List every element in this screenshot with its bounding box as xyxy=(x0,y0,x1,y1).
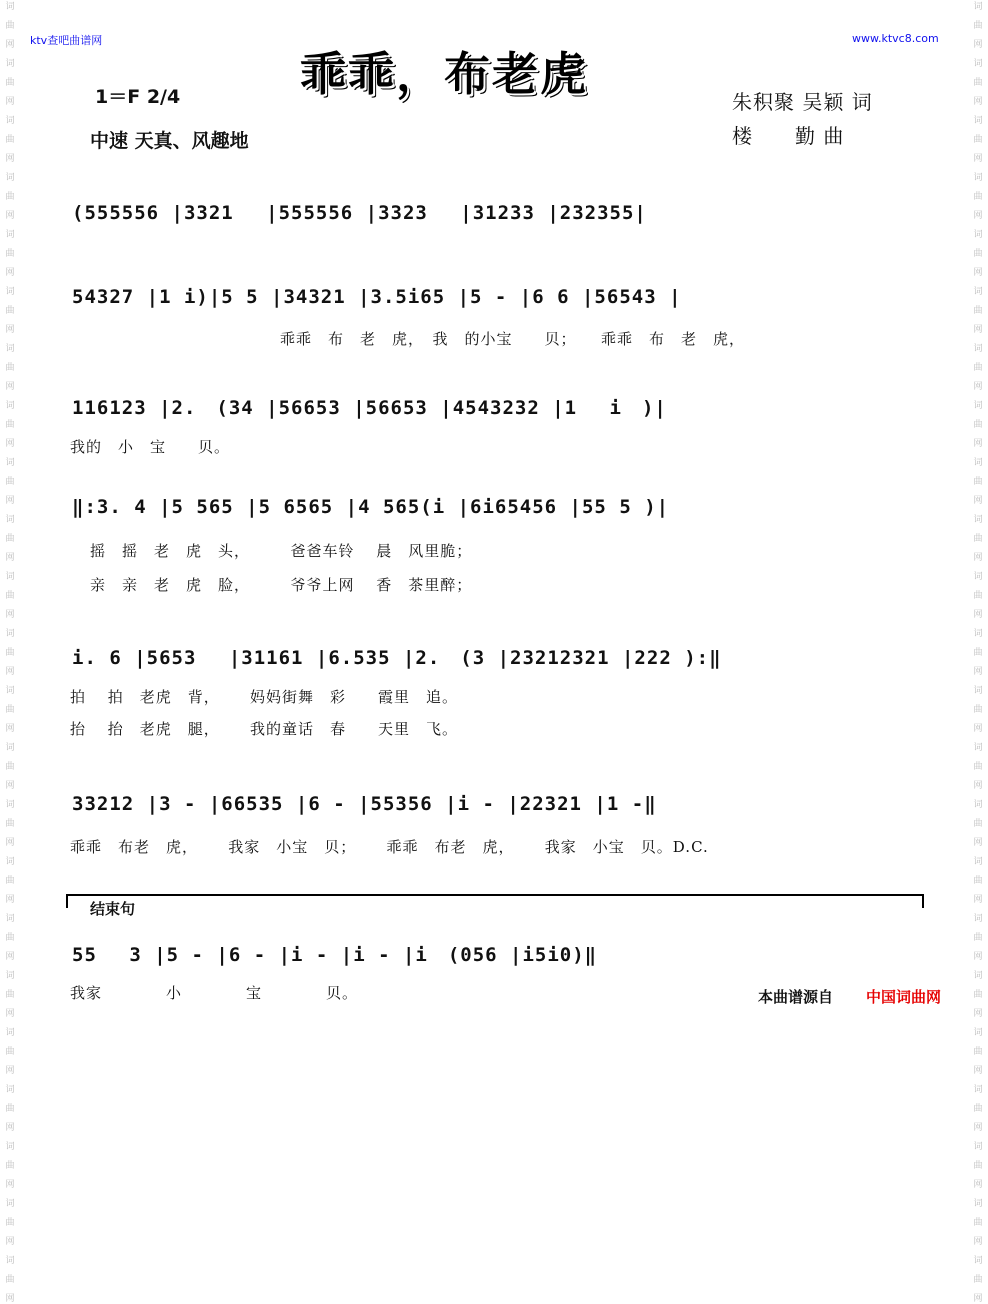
watermark-glyph: 网 xyxy=(973,268,983,278)
watermark-glyph: 曲 xyxy=(973,591,983,601)
watermark-glyph: 词 xyxy=(973,2,983,12)
watermark-glyph: 曲 xyxy=(5,192,15,202)
watermark-glyph: 网 xyxy=(5,724,15,734)
watermark-glyph: 网 xyxy=(973,1180,983,1190)
lyric-row-4-verse-2: 亲 亲 老 虎 脸， 爷爷上网 香 茶里醉； xyxy=(90,576,473,594)
lyricist-credit: 朱积聚 吴颖 词 xyxy=(732,90,873,114)
watermark-glyph: 曲 xyxy=(5,762,15,772)
watermark-glyph: 曲 xyxy=(5,1047,15,1057)
lyric-row-3: 我的 小 宝 贝。 xyxy=(70,438,231,456)
watermark-glyph: 曲 xyxy=(973,1275,983,1285)
watermark-glyph: 词 xyxy=(973,1028,983,1038)
watermark-glyph: 网 xyxy=(973,1066,983,1076)
watermark-glyph: 词 xyxy=(973,173,983,183)
watermark-glyph: 词 xyxy=(5,401,15,411)
watermark-glyph: 词 xyxy=(5,230,15,240)
watermark-glyph: 曲 xyxy=(5,1275,15,1285)
watermark-glyph: 曲 xyxy=(973,192,983,202)
composer-credit: 楼 勤 曲 xyxy=(732,124,845,148)
watermark-glyph: 曲 xyxy=(973,135,983,145)
watermark-glyph: 网 xyxy=(5,439,15,449)
watermark-glyph: 曲 xyxy=(973,1161,983,1171)
watermark-glyph: 词 xyxy=(5,59,15,69)
watermark-glyph: 曲 xyxy=(5,21,15,31)
watermark-glyph: 词 xyxy=(973,686,983,696)
watermark-glyph: 词 xyxy=(5,1256,15,1266)
watermark-glyph: 词 xyxy=(973,230,983,240)
left-watermark xyxy=(0,0,20,1304)
watermark-glyph: 词 xyxy=(5,116,15,126)
watermark-glyph: 曲 xyxy=(973,477,983,487)
watermark-glyph: 曲 xyxy=(5,819,15,829)
notation-row-2: 54327 |1 i)|5 5 |34321 |3.5i65 |5 - |6 6 |56543 | xyxy=(72,286,682,308)
watermark-glyph: 网 xyxy=(5,325,15,335)
watermark-glyph: 词 xyxy=(5,1028,15,1038)
watermark-glyph: 曲 xyxy=(973,78,983,88)
notation-row-5: i. 6 |5653 |31161 |6.535 |2. (3 |23212321 |222 ):‖ xyxy=(72,647,722,669)
watermark-glyph: 网 xyxy=(973,325,983,335)
watermark-glyph: 网 xyxy=(973,724,983,734)
right-watermark xyxy=(968,0,988,1304)
watermark-glyph: 网 xyxy=(5,1294,15,1304)
watermark-glyph: 网 xyxy=(973,952,983,962)
watermark-glyph: 词 xyxy=(973,629,983,639)
watermark-glyph: 曲 xyxy=(5,420,15,430)
watermark-glyph: 曲 xyxy=(5,876,15,886)
watermark-glyph: 网 xyxy=(973,1123,983,1133)
watermark-glyph: 词 xyxy=(5,800,15,810)
watermark-glyph: 网 xyxy=(5,1009,15,1019)
lyric-row-6: 乖乖 布老 虎， 我家 小宝 贝； 乖乖 布老 虎， 我家 小宝 贝。D.C. xyxy=(70,838,709,856)
watermark-glyph: 网 xyxy=(973,1237,983,1247)
watermark-glyph: 曲 xyxy=(5,135,15,145)
watermark-glyph: 网 xyxy=(973,439,983,449)
watermark-glyph: 网 xyxy=(973,211,983,221)
watermark-glyph: 网 xyxy=(973,781,983,791)
lyric-row-2: 乖乖 布 老 虎， 我 的小宝 贝； 乖乖 布 老 虎， xyxy=(280,330,746,348)
watermark-glyph: 词 xyxy=(973,458,983,468)
watermark-glyph: 网 xyxy=(973,496,983,506)
watermark-glyph: 曲 xyxy=(973,1218,983,1228)
watermark-glyph: 曲 xyxy=(5,363,15,373)
watermark-glyph: 词 xyxy=(973,515,983,525)
watermark-glyph: 词 xyxy=(973,116,983,126)
watermark-glyph: 词 xyxy=(5,914,15,924)
watermark-glyph: 词 xyxy=(5,857,15,867)
watermark-glyph: 网 xyxy=(5,382,15,392)
watermark-glyph: 曲 xyxy=(5,1104,15,1114)
watermark-glyph: 词 xyxy=(5,1199,15,1209)
lyric-row-5-verse-1: 拍 拍 老虎 背， 妈妈街舞 彩 霞里 追。 xyxy=(70,688,459,706)
watermark-glyph: 曲 xyxy=(5,705,15,715)
watermark-glyph: 网 xyxy=(5,1066,15,1076)
watermark-glyph: 曲 xyxy=(5,933,15,943)
watermark-glyph: 网 xyxy=(5,667,15,677)
watermark-glyph: 网 xyxy=(5,268,15,278)
watermark-glyph: 网 xyxy=(5,610,15,620)
watermark-glyph: 词 xyxy=(973,1142,983,1152)
watermark-glyph: 网 xyxy=(973,838,983,848)
watermark-glyph: 曲 xyxy=(973,1104,983,1114)
watermark-glyph: 网 xyxy=(5,154,15,164)
watermark-glyph: 词 xyxy=(973,287,983,297)
ending-bracket xyxy=(66,894,924,908)
watermark-glyph: 词 xyxy=(5,971,15,981)
watermark-glyph: 曲 xyxy=(5,477,15,487)
watermark-glyph: 曲 xyxy=(5,534,15,544)
watermark-glyph: 词 xyxy=(973,59,983,69)
site-link-right[interactable]: www.ktvc8.com xyxy=(852,32,939,45)
watermark-glyph: 词 xyxy=(5,743,15,753)
watermark-glyph: 网 xyxy=(5,1237,15,1247)
key-signature: 1＝F 2/4 xyxy=(95,86,181,108)
watermark-glyph: 曲 xyxy=(5,990,15,1000)
watermark-glyph: 词 xyxy=(973,914,983,924)
lyric-row-4-verse-1: 摇 摇 老 虎 头， 爸爸车铃 晨 风里脆； xyxy=(90,542,473,560)
watermark-glyph: 曲 xyxy=(973,363,983,373)
watermark-glyph: 网 xyxy=(5,1123,15,1133)
watermark-glyph: 网 xyxy=(5,838,15,848)
watermark-glyph: 网 xyxy=(973,1294,983,1304)
watermark-glyph: 网 xyxy=(5,1180,15,1190)
notation-row-7: 55 3 |5 - |6 - |i - |i - |i (056 |i5i0)‖ xyxy=(72,944,598,966)
watermark-glyph: 网 xyxy=(973,382,983,392)
watermark-glyph: 网 xyxy=(973,154,983,164)
watermark-glyph: 曲 xyxy=(5,249,15,259)
watermark-glyph: 网 xyxy=(973,97,983,107)
song-title: 乖乖，布老虎 xyxy=(300,47,588,101)
watermark-glyph: 曲 xyxy=(973,762,983,772)
watermark-glyph: 词 xyxy=(973,800,983,810)
watermark-glyph: 网 xyxy=(5,496,15,506)
watermark-glyph: 曲 xyxy=(973,420,983,430)
watermark-glyph: 网 xyxy=(5,781,15,791)
watermark-glyph: 曲 xyxy=(973,21,983,31)
watermark-glyph: 曲 xyxy=(973,933,983,943)
watermark-glyph: 曲 xyxy=(973,876,983,886)
ending-label: 结束句 xyxy=(90,900,136,918)
notation-row-6: 33212 |3 - |66535 |6 - |55356 |i - |22321 |1 -‖ xyxy=(72,793,657,815)
watermark-glyph: 词 xyxy=(5,1142,15,1152)
watermark-glyph: 词 xyxy=(5,173,15,183)
watermark-glyph: 网 xyxy=(5,553,15,563)
watermark-glyph: 词 xyxy=(5,1085,15,1095)
watermark-glyph: 网 xyxy=(973,1009,983,1019)
watermark-glyph: 词 xyxy=(5,686,15,696)
watermark-glyph: 曲 xyxy=(973,534,983,544)
watermark-glyph: 词 xyxy=(973,971,983,981)
site-link-left[interactable]: ktv查吧曲谱网 xyxy=(30,34,103,47)
watermark-glyph: 词 xyxy=(973,857,983,867)
watermark-glyph: 曲 xyxy=(973,648,983,658)
watermark-glyph: 曲 xyxy=(973,1047,983,1057)
watermark-glyph: 曲 xyxy=(5,648,15,658)
watermark-glyph: 曲 xyxy=(5,1218,15,1228)
notation-row-3: 116123 |2. (34 |56653 |56653 |4543232 |1 i )| xyxy=(72,397,667,419)
watermark-glyph: 词 xyxy=(973,1256,983,1266)
tempo-marking: 中速 天真、风趣地 xyxy=(90,130,249,152)
watermark-glyph: 词 xyxy=(5,458,15,468)
source-label: 本曲谱源自 xyxy=(758,988,834,1006)
watermark-glyph: 曲 xyxy=(5,1161,15,1171)
watermark-glyph: 词 xyxy=(973,1199,983,1209)
watermark-glyph: 曲 xyxy=(973,306,983,316)
watermark-glyph: 词 xyxy=(5,572,15,582)
watermark-glyph: 网 xyxy=(973,895,983,905)
watermark-glyph: 曲 xyxy=(973,705,983,715)
watermark-glyph: 网 xyxy=(973,667,983,677)
watermark-glyph: 曲 xyxy=(5,306,15,316)
lyric-row-7: 我家 小 宝 贝。 xyxy=(70,984,359,1002)
watermark-glyph: 词 xyxy=(973,1085,983,1095)
watermark-glyph: 词 xyxy=(973,344,983,354)
watermark-glyph: 网 xyxy=(5,97,15,107)
watermark-glyph: 曲 xyxy=(973,819,983,829)
lyric-row-5-verse-2: 抬 抬 老虎 腿， 我的童话 春 天里 飞。 xyxy=(70,720,459,738)
watermark-glyph: 词 xyxy=(5,287,15,297)
watermark-glyph: 网 xyxy=(5,895,15,905)
watermark-glyph: 网 xyxy=(973,40,983,50)
watermark-glyph: 词 xyxy=(973,401,983,411)
watermark-glyph: 曲 xyxy=(5,78,15,88)
watermark-glyph: 网 xyxy=(973,610,983,620)
source-site-link[interactable]: 中国词曲网 xyxy=(866,988,942,1006)
watermark-glyph: 网 xyxy=(5,40,15,50)
watermark-glyph: 网 xyxy=(5,211,15,221)
watermark-glyph: 词 xyxy=(5,629,15,639)
watermark-glyph: 词 xyxy=(5,2,15,12)
notation-row-1: (555556 |3321 |555556 |3323 |31233 |232355| xyxy=(72,202,647,224)
watermark-glyph: 词 xyxy=(5,515,15,525)
watermark-glyph: 曲 xyxy=(973,990,983,1000)
notation-row-4: ‖:3. 4 |5 565 |5 6565 |4 565(i |6i65456 |55 5 )| xyxy=(72,496,670,518)
watermark-glyph: 网 xyxy=(973,553,983,563)
watermark-glyph: 曲 xyxy=(5,591,15,601)
watermark-glyph: 网 xyxy=(5,952,15,962)
watermark-glyph: 词 xyxy=(973,572,983,582)
watermark-glyph: 词 xyxy=(973,743,983,753)
watermark-glyph: 曲 xyxy=(973,249,983,259)
watermark-glyph: 词 xyxy=(5,344,15,354)
